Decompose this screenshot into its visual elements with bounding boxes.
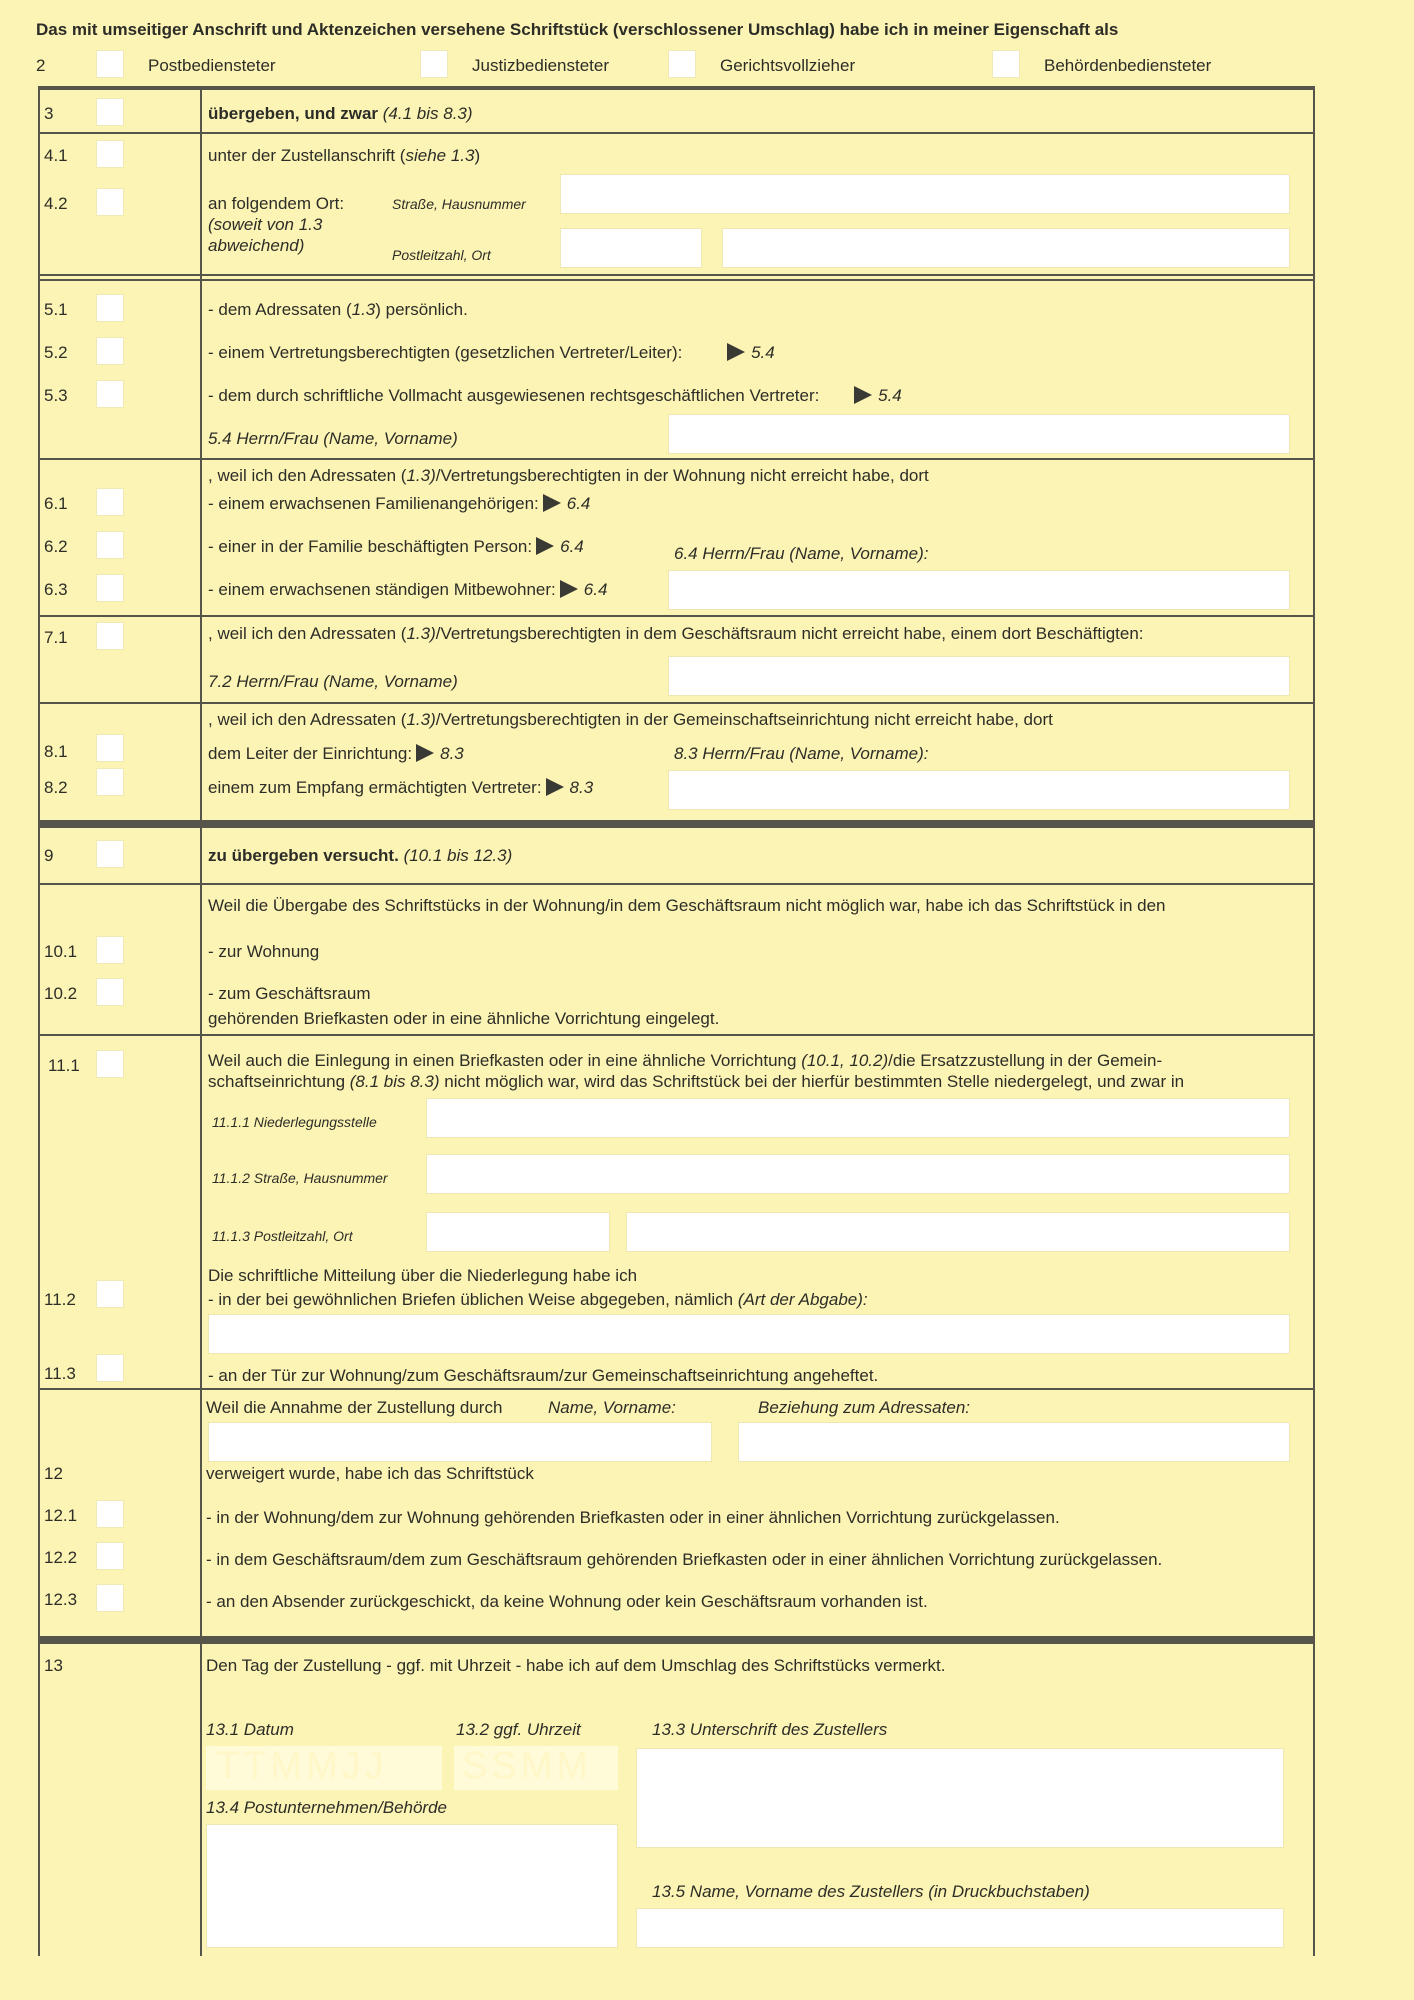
section-separator [40, 1636, 1315, 1644]
checkbox-6-1[interactable] [96, 488, 124, 516]
section-intro-6 [208, 466, 929, 486]
field-label: Straße, Hausnummer [392, 196, 526, 212]
divider [40, 1388, 1315, 1390]
text: /Vertretungsberechtigten in der Wohnung nicht erreicht habe, dort [435, 466, 929, 485]
form-intro: Das mit umseitiger Anschrift und Aktenzeichen versehene Schriftstück (verschlossener Umschlag) habe ich in meiner Eigenschaft als [36, 20, 1119, 39]
item-text-6-2 [208, 537, 584, 557]
time-format-mask: SSMM [462, 1745, 592, 1787]
field-label: 13.1 Datum [206, 1720, 294, 1739]
niederlegungsstelle-field[interactable] [426, 1098, 1290, 1138]
ref: 5.4 [751, 343, 775, 362]
item-text: - an der Tür zur Wohnung/zum Geschäftsraum/zur Gemeinschaftseinrichtung angeheftet. [208, 1366, 879, 1385]
checkbox-4-1[interactable] [96, 140, 124, 168]
name-field-5-4[interactable] [668, 414, 1290, 454]
item-text: - an den Absender zurückgeschickt, da keine Wohnung oder kein Geschäftsraum vorhanden ist. [206, 1592, 928, 1611]
checkbox-6-3[interactable] [96, 574, 124, 602]
item-text: gehörenden Briefkasten oder in eine ähnliche Vorrichtung eingelegt. [208, 1009, 720, 1028]
item-number: 5.3 [44, 386, 68, 405]
arrow-right-icon [727, 343, 745, 361]
field-label: 6.4 Herrn/Frau (Name, Vorname): [674, 544, 929, 563]
section-separator [40, 820, 1315, 828]
checkbox-8-1[interactable] [96, 734, 124, 762]
section-number: 9 [44, 846, 54, 865]
item-text-5-1 [208, 300, 468, 320]
postcode-field-4-2[interactable] [560, 228, 702, 268]
relationship-field-12[interactable] [738, 1422, 1290, 1462]
checkbox-12-3[interactable] [96, 1584, 124, 1612]
divider [40, 1034, 1315, 1036]
field-label: 7.2 Herrn/Frau (Name, Vorname) [208, 672, 458, 691]
text: (8.1 bis 8.3) [349, 1072, 440, 1091]
text: dem Leiter der Einrichtung: [208, 744, 413, 763]
item-text: - in dem Geschäftsraum/dem zum Geschäftsraum gehörenden Briefkasten oder in einer ähnlichen Vorrichtung zurückgelassen. [206, 1550, 1163, 1569]
street-field-11-1-2[interactable] [426, 1154, 1290, 1194]
arrow-right-icon [543, 494, 561, 512]
frame-top [40, 86, 1315, 90]
signature-field[interactable] [636, 1748, 1284, 1848]
ref: 8.3 [569, 778, 594, 797]
text: , weil ich den Adressaten ( [208, 466, 407, 485]
checkbox-10-1[interactable] [96, 936, 124, 964]
arrow-right-icon [536, 537, 554, 555]
section-ref: (4.1 bis 8.3) [382, 104, 473, 123]
divider [40, 279, 1315, 281]
field-label: 11.1.2 Straße, Hausnummer [212, 1170, 388, 1186]
item-number: 8.1 [44, 742, 68, 761]
section-number: 2 [36, 56, 46, 75]
item-text-8-1 [208, 744, 464, 764]
checkbox-gerichtsvollzieher[interactable] [668, 50, 696, 78]
ref: 6.4 [560, 537, 584, 556]
ref: 5.4 [878, 386, 902, 405]
item-text-11-1-line1 [208, 1051, 1162, 1071]
text: - in der bei gewöhnlichen Briefen üblichen Weise abgegeben, nämlich [208, 1290, 738, 1309]
section-ref: (10.1 bis 12.3) [403, 846, 513, 865]
field-label: Beziehung zum Adressaten: [758, 1398, 970, 1417]
text: Weil auch die Einlegung in einen Briefkasten oder in eine ähnliche Vorrichtung [208, 1051, 802, 1070]
city-field-4-2[interactable] [722, 228, 1290, 268]
item-number: 4.2 [44, 194, 68, 213]
role-label: Justizbediensteter [472, 56, 610, 75]
item-text: abweichend) [208, 236, 305, 255]
checkbox-11-1[interactable] [96, 1050, 124, 1078]
name-field-8-3[interactable] [668, 770, 1290, 810]
item-text-7-1 [208, 624, 1144, 644]
section-title-text: übergeben, und zwar [208, 104, 379, 123]
item-number: 5.1 [44, 300, 68, 319]
section-intro-8 [208, 710, 1053, 730]
text: 1.3) [406, 466, 436, 485]
checkbox-12-2[interactable] [96, 1542, 124, 1570]
checkbox-4-2[interactable] [96, 188, 124, 216]
text: - einer in der Familie beschäftigten Person: [208, 537, 533, 556]
item-text: an folgendem Ort: [208, 194, 345, 213]
text: (10.1, 10.2) [801, 1051, 889, 1070]
date-format-mask: TTMMJJ [216, 1745, 388, 1787]
item-number: 6.2 [44, 537, 68, 556]
postcode-field-11-1-3[interactable] [426, 1212, 610, 1252]
text: (Art der Abgabe): [737, 1290, 868, 1309]
field-label: 13.3 Unterschrift des Zustellers [652, 1720, 888, 1739]
checkbox-5-3[interactable] [96, 380, 124, 408]
text: - einem Vertretungsberechtigten (gesetzlichen Vertreter/Leiter): [208, 343, 683, 362]
text: /Vertretungsberechtigten in dem Geschäftsraum nicht erreicht habe, einem dort Beschäftigten: [435, 624, 1144, 643]
divider [40, 702, 1315, 704]
text: unter der Zustellanschrift ( [208, 146, 406, 165]
item-number: 12.1 [44, 1506, 78, 1525]
item-text-6-3 [208, 580, 607, 600]
item-number: 8.2 [44, 778, 68, 797]
checkbox-12-1[interactable] [96, 1500, 124, 1528]
time-field[interactable] [454, 1746, 618, 1790]
field-label: 13.5 Name, Vorname des Zustellers (in Druckbuchstaben) [652, 1882, 1090, 1901]
divider [40, 132, 1315, 134]
checkbox-5-2[interactable] [96, 337, 124, 365]
item-number: 11.1 [48, 1056, 80, 1075]
checkbox-11-3[interactable] [96, 1354, 124, 1382]
frame-left [38, 86, 40, 1956]
item-number: 12.3 [44, 1590, 78, 1609]
item-text: - zum Geschäftsraum [208, 984, 371, 1003]
field-label: 13.4 Postunternehmen/Behörde [206, 1798, 448, 1817]
checkbox-3[interactable] [96, 98, 124, 126]
item-text-5-3 [208, 386, 902, 406]
section-title-text: zu übergeben versucht. [208, 846, 399, 865]
arrow-right-icon [416, 744, 434, 762]
item-number: 10.2 [44, 984, 78, 1003]
text: - dem durch schriftliche Vollmacht ausgewiesenen rechtsgeschäftlichen Vertreter: [208, 386, 820, 405]
frame-column-divider [200, 86, 202, 1956]
field-label: 11.1.3 Postleitzahl, Ort [212, 1228, 353, 1244]
field-label: 13.2 ggf. Uhrzeit [456, 1720, 581, 1739]
deliverer-name-field[interactable] [636, 1908, 1284, 1948]
date-field[interactable] [206, 1746, 442, 1790]
text: - einem erwachsenen Familienangehörigen: [208, 494, 539, 513]
section-title [208, 846, 512, 866]
item-text-11-2 [208, 1290, 868, 1310]
postunternehmen-field[interactable] [206, 1824, 618, 1948]
text: 1.3) [406, 710, 436, 729]
ref: 6.4 [583, 580, 608, 599]
divider [40, 274, 1315, 276]
item-text-8-2 [208, 778, 593, 798]
checkbox-9[interactable] [96, 840, 124, 868]
ref: 6.4 [566, 494, 591, 513]
section-number: 13 [44, 1656, 63, 1675]
field-label: 8.3 Herrn/Frau (Name, Vorname): [674, 744, 929, 763]
text: ) [474, 146, 481, 165]
checkbox-5-1[interactable] [96, 294, 124, 322]
role-label: Gerichtsvollzieher [720, 56, 856, 75]
text: /die Ersatzzustellung in der Gemein- [888, 1051, 1163, 1070]
arrow-right-icon [854, 386, 872, 404]
item-text-6-1 [208, 494, 590, 514]
checkbox-6-2[interactable] [96, 531, 124, 559]
text: einem zum Empfang ermächtigten Vertreter: [208, 778, 542, 797]
text: - einem erwachsenen ständigen Mitbewohner: [208, 580, 556, 599]
ref: 8.3 [440, 744, 464, 763]
item-text: - zur Wohnung [208, 942, 320, 961]
field-label: 5.4 Herrn/Frau (Name, Vorname) [208, 429, 458, 448]
text: /Vertretungsberechtigten in der Gemeinschaftseinrichtung nicht erreicht habe, dort [435, 710, 1053, 729]
checkbox-postbediensteter[interactable] [96, 50, 124, 78]
text: nicht möglich war, wird das Schriftstück bei der hierfür bestimmten Stelle niedergelegt, und zwar in [439, 1072, 1185, 1091]
section-intro-12: Weil die Annahme der Zustellung durch [206, 1398, 503, 1417]
item-text: Die schriftliche Mitteilung über die Niederlegung habe ich [208, 1266, 638, 1285]
checkbox-8-2[interactable] [96, 768, 124, 796]
role-label: Behördenbediensteter [1044, 56, 1212, 75]
field-label: Postleitzahl, Ort [392, 247, 491, 263]
item-text: (soweit von 1.3 [208, 215, 323, 234]
divider [40, 883, 1315, 885]
divider [40, 458, 1315, 460]
checkbox-11-2[interactable] [96, 1280, 124, 1308]
section-number: 3 [44, 104, 54, 123]
section-title [208, 104, 473, 124]
art-der-abgabe-field[interactable] [208, 1314, 1290, 1354]
text: ) persönlich. [375, 300, 468, 319]
field-label: Name, Vorname: [548, 1398, 676, 1417]
arrow-right-icon [546, 778, 564, 796]
role-label: Postbediensteter [148, 56, 276, 75]
item-text: verweigert wurde, habe ich das Schriftstück [206, 1464, 534, 1483]
checkbox-justizbediensteter[interactable] [420, 50, 448, 78]
checkbox-10-2[interactable] [96, 978, 124, 1006]
text: 1.3) [406, 624, 436, 643]
item-text-4-1 [208, 146, 480, 166]
item-number: 11.2 [44, 1290, 76, 1309]
divider [40, 615, 1315, 617]
item-text-11-1-line2 [208, 1072, 1184, 1092]
text: schaftseinrichtung [208, 1072, 350, 1091]
item-number: 5.2 [44, 343, 68, 362]
text: , weil ich den Adressaten ( [208, 624, 407, 643]
item-text: - in der Wohnung/dem zur Wohnung gehörenden Briefkasten oder in einer ähnlichen Vorrichtung zurückgelassen. [206, 1508, 1060, 1527]
section-intro-10: Weil die Übergabe des Schriftstücks in der Wohnung/in dem Geschäftsraum nicht möglich war, habe ich das Schriftstück in den [208, 896, 1166, 915]
checkbox-behoerdenbediensteter[interactable] [992, 50, 1020, 78]
street-field-4-2[interactable] [560, 174, 1290, 214]
text: , weil ich den Adressaten ( [208, 710, 407, 729]
frame-right [1313, 86, 1315, 1956]
item-number: 6.1 [44, 494, 68, 513]
arrow-right-icon [560, 580, 578, 598]
item-number: 12.2 [44, 1548, 78, 1567]
item-number: 10.1 [44, 942, 78, 961]
text: siehe 1.3 [405, 146, 475, 165]
text: 1.3 [351, 300, 376, 319]
checkbox-7-1[interactable] [96, 622, 124, 650]
section-intro-13: Den Tag der Zustellung - ggf. mit Uhrzeit - habe ich auf dem Umschlag des Schriftstücks vermerkt. [206, 1656, 946, 1675]
name-field-12[interactable] [208, 1422, 712, 1462]
section-number: 12 [44, 1464, 63, 1483]
text: - dem Adressaten ( [208, 300, 352, 319]
item-number: 11.3 [44, 1364, 76, 1383]
city-field-11-1-3[interactable] [626, 1212, 1290, 1252]
item-text-5-2 [208, 343, 775, 363]
item-number: 6.3 [44, 580, 68, 599]
item-number: 4.1 [44, 146, 68, 165]
field-label: 11.1.1 Niederlegungsstelle [212, 1114, 377, 1130]
name-field-7-2[interactable] [668, 656, 1290, 696]
name-field-6-4[interactable] [668, 570, 1290, 610]
item-number: 7.1 [44, 628, 68, 647]
